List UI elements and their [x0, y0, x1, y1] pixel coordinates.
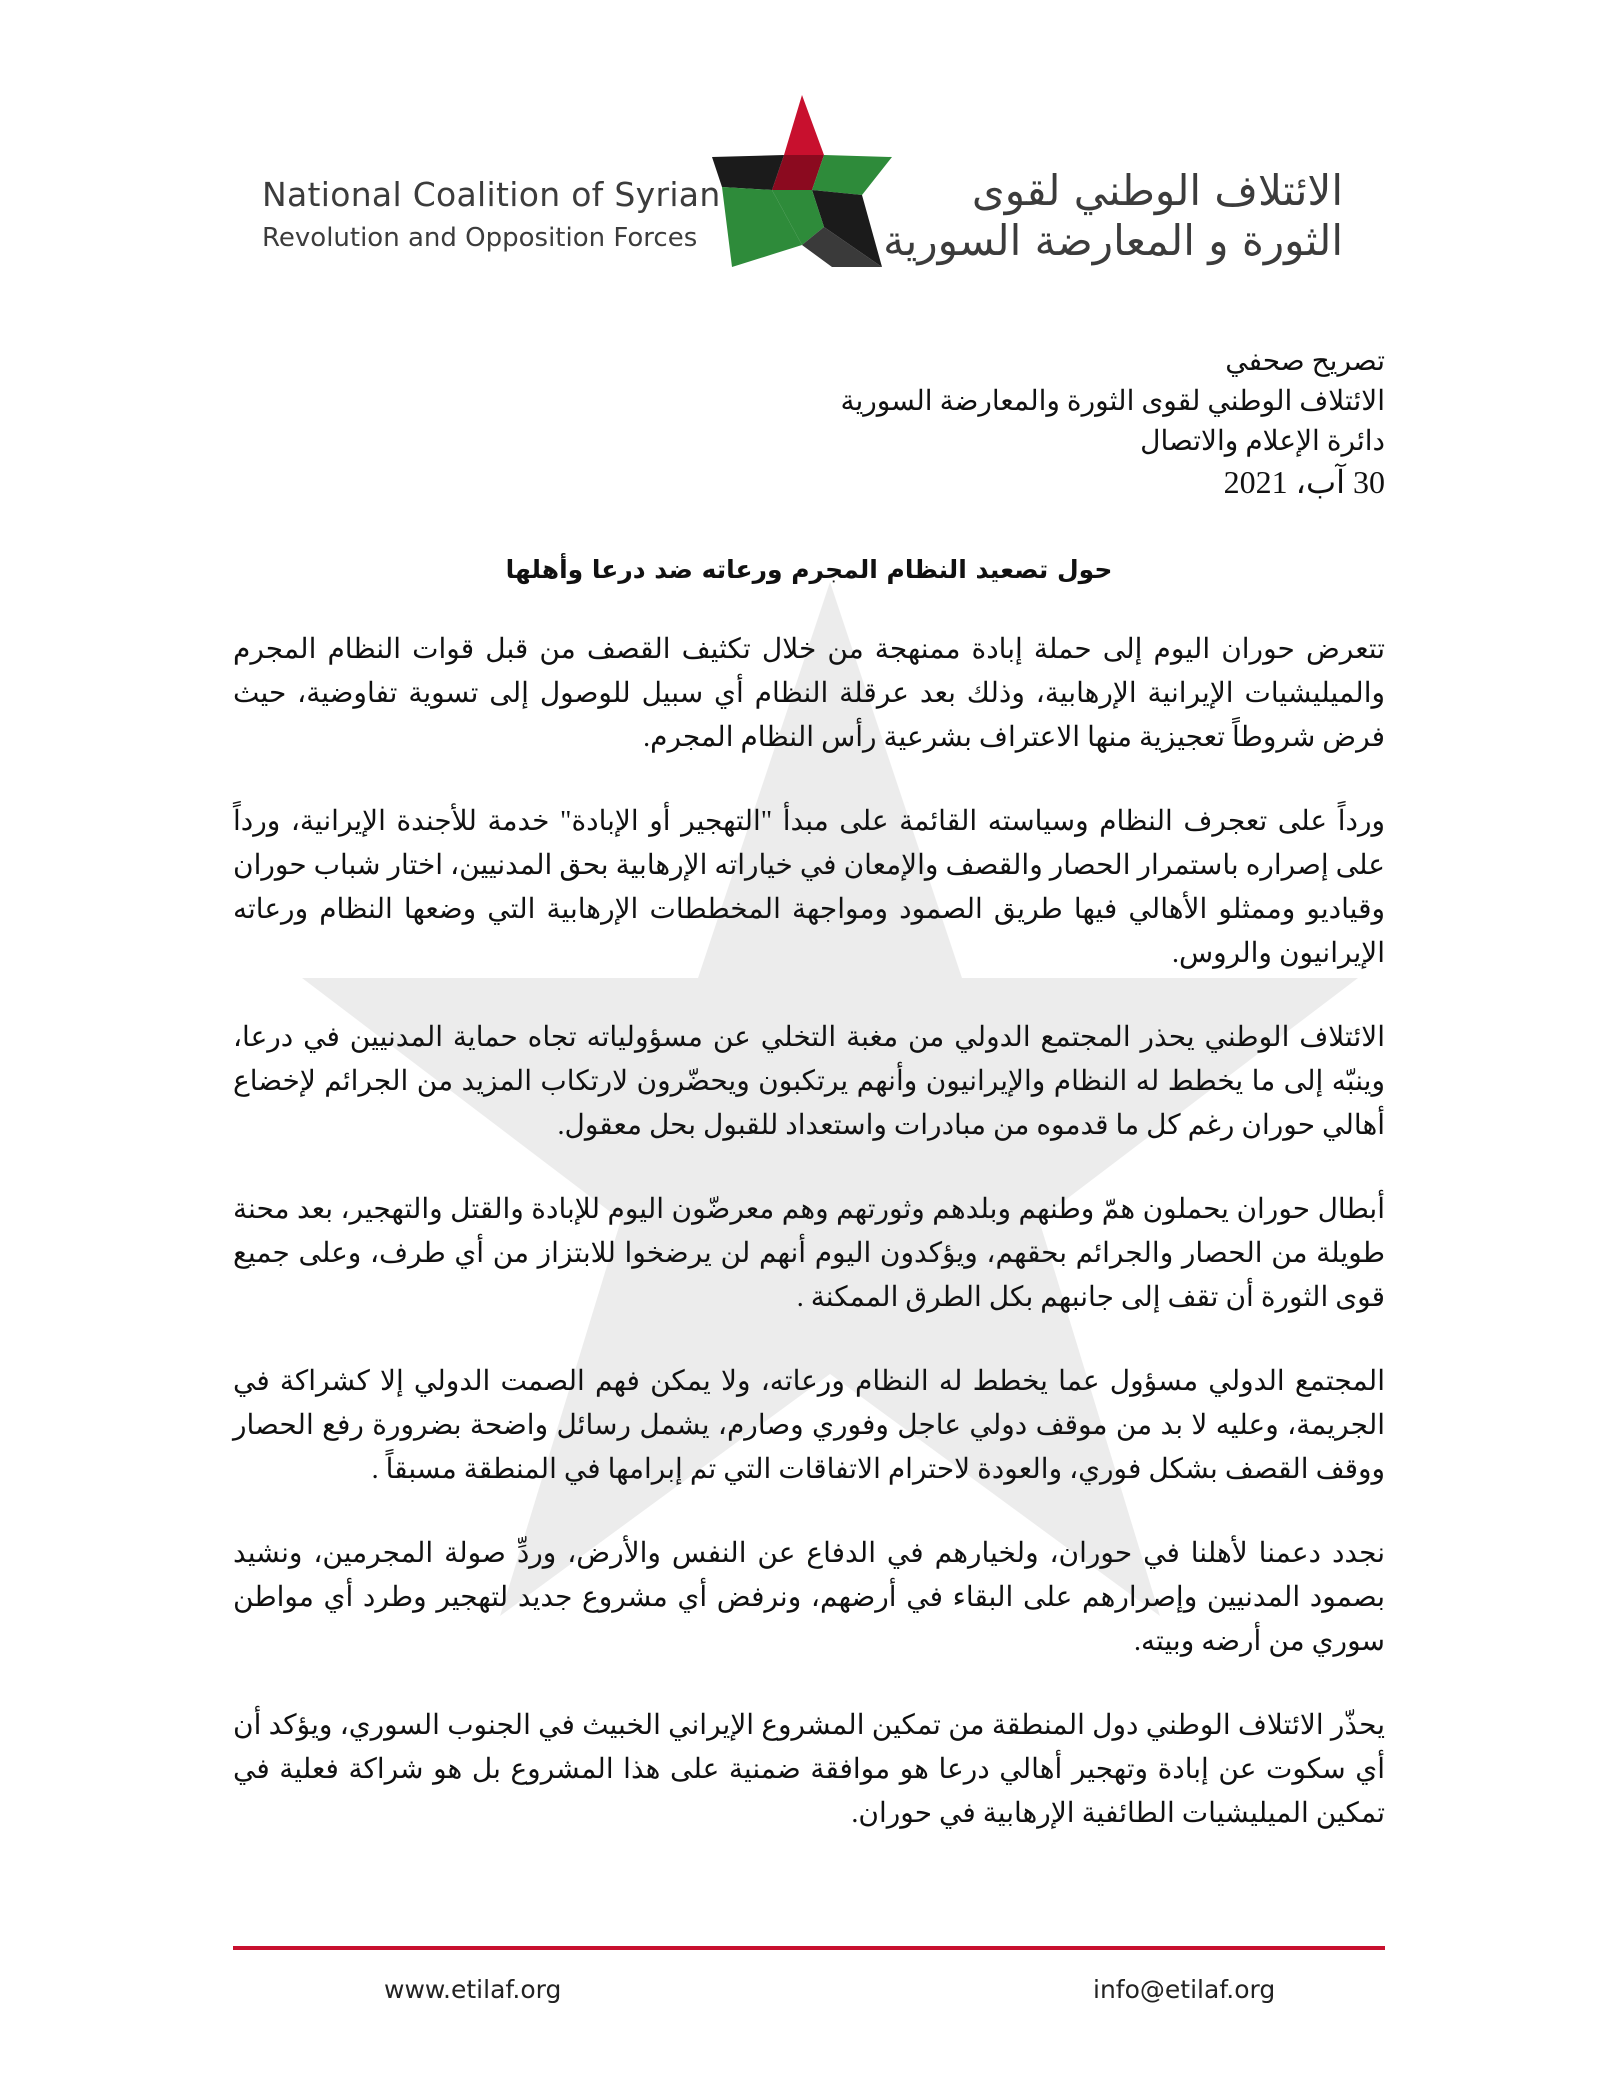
email-link[interactable]: info@etilaf.org	[1093, 1975, 1276, 2004]
statement-date: 30 آب، 2021	[1223, 464, 1385, 500]
statement-meta	[840, 342, 1385, 502]
paragraph: نجدد دعمنا لأهلنا في حوران، ولخيارهم في الدفاع عن النفس والأرض، وردِّ صولة المجرمين، ونشيد بصمود المدنيين وإصرارهم على البقاء في أرضهم، ونرفض أي مشروع جديد لتهجير وطرد أي مواطن سوري من أرضه وبيته.	[233, 1538, 1385, 1657]
org-name-arabic-line2: الثورة و المعارضة السورية	[883, 216, 1343, 265]
statement-title: حول تصعيد النظام المجرم ورعاته ضد درعا وأهلها	[505, 555, 1113, 584]
paragraph: يحذّر الائتلاف الوطني دول المنطقة من تمكين المشروع الإيراني الخبيث في الجنوب السوري، ويؤكد أن أي سكوت عن إبادة وتهجير أهالي درعا هو موافقة ضمنية على هذا المشروع بل هو شراكة فعلية في تمكين الميليشيات الطائفية الإرهابية في حوران.	[233, 1710, 1386, 1829]
paragraph: ورداً على تعجرف النظام وسياسته القائمة على مبدأ "التهجير أو الإبادة" خدمة للأجندة الإيرانية، ورداً على إصراره باستمرار الحصار والقصف والإمعان في خياراته الإرهابية بحق المدنيين، اختار شباب حوران وقياديو وممثلو الأهالي فيها طريق الصمود ومواجهة المخططات الإرهابية التي وضعها النظام ورعاته الإيرانيون والروس.	[233, 806, 1385, 969]
org-name-arabic	[883, 166, 1343, 265]
document-type: تصريح صحفي	[1225, 346, 1385, 377]
org-name-english	[262, 175, 721, 253]
footer-divider	[233, 1946, 1385, 1950]
org-name-english-line1: National Coalition of Syrian	[262, 175, 721, 214]
website-link[interactable]: www.etilaf.org	[384, 1975, 562, 2004]
letterhead	[0, 0, 1618, 300]
paragraph: تتعرض حوران اليوم إلى حملة إبادة ممنهجة من خلال تكثيف القصف من قبل قوات النظام المجرم والميليشيات الإيرانية الإرهابية، وذلك بعد عرقلة النظام أي سبيل للوصول إلى تسوية تفاوضية، حيث فرض شروطاً تعجيزية منها الاعتراف بشرعية رأس النظام المجرم.	[233, 634, 1385, 753]
org-name-arabic-line1: الائتلاف الوطني لقوى	[971, 166, 1343, 215]
paragraph: المجتمع الدولي مسؤول عما يخطط له النظام ورعاته، ولا يمكن فهم الصمت الدولي إلا كشراكة في الجريمة، وعليه لا بد من موقف دولي عاجل وفوري وصارم، يشمل رسائل واضحة بضرورة رفع الحصار ووقف القصف بشكل فوري، والعودة لاحترام الاتفاقات التي تم إبرامها في المنطقة مسبقاً .	[233, 1366, 1385, 1485]
issuing-organization: الائتلاف الوطني لقوى الثورة والمعارضة السورية	[840, 386, 1385, 417]
issuing-department: دائرة الإعلام والاتصال	[1140, 426, 1385, 457]
org-name-english-line2: Revolution and Opposition Forces	[262, 223, 698, 253]
star-logo-icon	[712, 95, 892, 270]
paragraph: الائتلاف الوطني يحذر المجتمع الدولي من مغبة التخلي عن مسؤولياته تجاه حماية المدنيين في درعا، وينبّه إلى ما يخطط له النظام والإيرانيون وأنهم يرتكبون ويحضّرون لارتكاب المزيد من الجرائم لإخضاع أهالي حوران رغم كل ما قدموه من مبادرات واستعداد للقبول بحل معقول.	[233, 1022, 1385, 1141]
statement-body	[233, 628, 1385, 1876]
paragraph: أبطال حوران يحملون همّ وطنهم وبلدهم وثورتهم وهم معرضّون اليوم للإبادة والقتل والتهجير، بعد محنة طويلة من الحصار والجرائم بحقهم، ويؤكدون اليوم أنهم لن يرضخوا للابتزاز من أي طرف، وعلى جميع قوى الثورة أن تقف إلى جانبهم بكل الطرق الممكنة .	[233, 1194, 1385, 1313]
